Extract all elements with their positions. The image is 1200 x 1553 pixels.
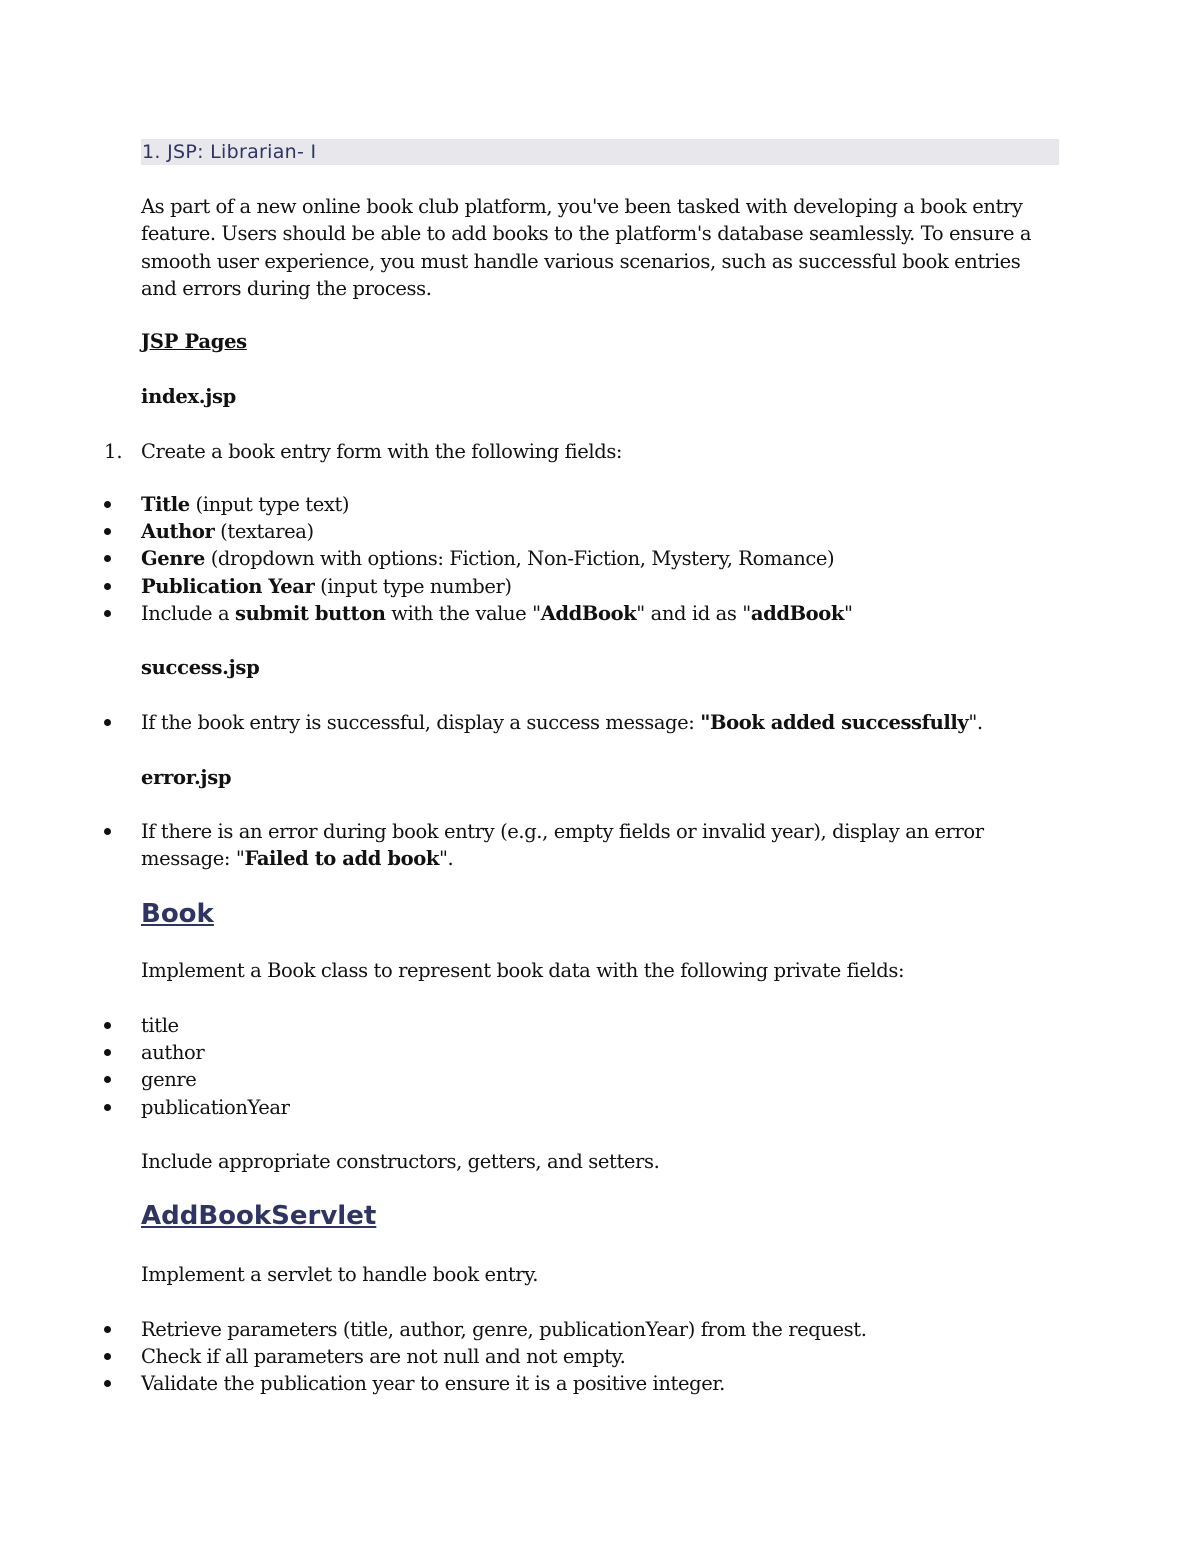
servlet-steps-list <box>0 1316 1031 1398</box>
success-jsp-heading: success.jsp <box>141 656 260 679</box>
jsp-pages-heading: JSP Pages <box>141 330 247 353</box>
list-item: If the book entry is successful, display a success message: "Book added successfully". <box>0 709 1031 736</box>
list-item: title <box>0 1012 1031 1039</box>
index-jsp-heading: index.jsp <box>141 385 237 408</box>
field-name: Author <box>141 520 215 544</box>
bullet-icon <box>104 1049 111 1056</box>
list-item: publicationYear <box>0 1094 1031 1121</box>
list-item <box>0 518 1031 545</box>
bullet-icon <box>104 1380 111 1387</box>
field-desc: (input type text) <box>189 493 350 516</box>
book-fields-list <box>0 1012 1031 1121</box>
list-item: author <box>0 1039 1031 1066</box>
intro-paragraph: As part of a new online book club platform, you've been tasked with developing a book entry feature. Users should be able to add books to the platform's database seamlessly. To ensure a smooth user experience, you must handle various scenarios, such as successful book entries and errors during the process. <box>141 195 1032 301</box>
step-number: 1. <box>104 440 123 463</box>
list-item <box>0 573 1031 600</box>
step-text: Create a book entry form with the following fields: <box>141 440 623 463</box>
list-item: Retrieve parameters (title, author, genre, publicationYear) from the request. <box>0 1316 1031 1343</box>
field-desc: (textarea) <box>214 520 314 544</box>
list-item <box>0 491 1031 518</box>
field-name: Genre <box>141 547 205 571</box>
field-desc: (input type number) <box>314 574 512 598</box>
error-list <box>0 818 1031 872</box>
bullet-icon <box>104 528 111 535</box>
book-intro: Implement a Book class to represent book data with the following private fields: <box>141 959 905 982</box>
bullet-icon <box>104 1022 111 1029</box>
error-jsp-heading: error.jsp <box>141 766 232 789</box>
bullet-icon <box>104 719 111 726</box>
bullet-icon <box>104 610 111 617</box>
bullet-icon <box>104 1076 111 1083</box>
field-desc: (dropdown with options: Fiction, Non-Fiction, Mystery, Romance) <box>204 547 835 571</box>
bullet-icon <box>104 1353 111 1360</box>
success-list <box>0 709 1031 736</box>
list-item: Check if all parameters are not null and not empty. <box>0 1343 1031 1370</box>
index-fields-list <box>0 491 1031 627</box>
section-heading <box>141 139 1059 165</box>
list-item: genre <box>0 1066 1031 1093</box>
list-item-submit: Include a submit button with the value "AddBook" and id as "addBook" <box>0 600 1031 627</box>
section-heading-text: 1. JSP: Librarian- I <box>142 141 317 163</box>
book-outro: Include appropriate constructors, getters, and setters. <box>141 1150 660 1173</box>
book-heading: Book <box>141 899 214 929</box>
bullet-icon <box>104 501 111 508</box>
field-name: Title <box>141 493 190 516</box>
field-name: Publication Year <box>141 574 315 598</box>
list-item: Validate the publication year to ensure it is a positive integer. <box>0 1370 1031 1397</box>
list-item: If there is an error during book entry (e.g., empty fields or invalid year), display an error message: "Failed to add book". <box>0 818 1031 872</box>
list-item <box>0 545 1031 572</box>
bullet-icon <box>104 828 111 835</box>
servlet-intro: Implement a servlet to handle book entry. <box>141 1263 539 1286</box>
bullet-icon <box>104 1104 111 1111</box>
bullet-icon <box>104 1326 111 1333</box>
bullet-icon <box>104 555 111 562</box>
bullet-icon <box>104 583 111 590</box>
servlet-heading: AddBookServlet <box>141 1201 377 1231</box>
